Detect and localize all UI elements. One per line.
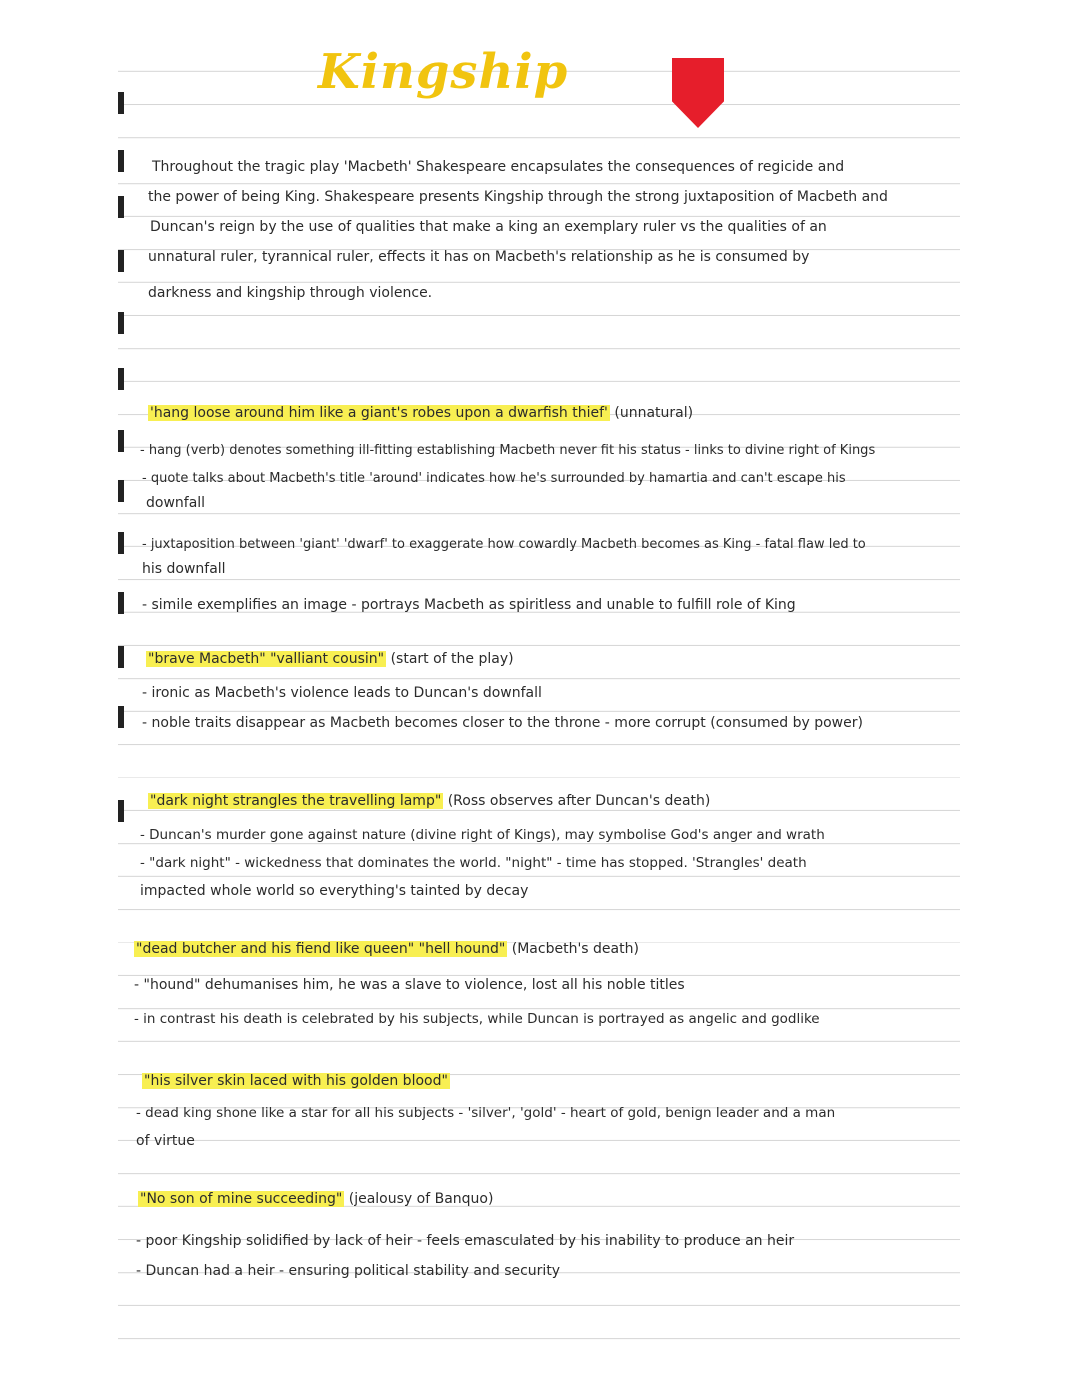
point-line: - Duncan had a heir - ensuring political stability and security: [136, 1263, 561, 1279]
quote-line: [134, 940, 639, 958]
intro-line: the power of being King. Shakespeare presents Kingship through the strong juxtaposition of Macbeth and: [148, 189, 888, 205]
highlighted-quote: "dark night strangles the travelling lamp": [150, 793, 442, 809]
binder-tab: [118, 312, 124, 334]
binder-tab: [118, 150, 124, 172]
point-line: - hang (verb) denotes something ill-fitting establishing Macbeth never fit his status - links to divine right of Kings: [140, 443, 876, 458]
quote-line: [142, 1072, 450, 1090]
quote-note: (Macbeth's death): [511, 941, 639, 957]
point-line: - ironic as Macbeth's violence leads to Duncan's downfall: [142, 685, 542, 701]
highlighted-quote: "brave Macbeth" "valliant cousin": [148, 651, 385, 667]
binder-tab: [118, 800, 124, 822]
point-line: - quote talks about Macbeth's title 'around' indicates how he's surrounded by hamartia and can't escape his: [142, 471, 846, 486]
point-line: impacted whole world so everything's tainted by decay: [140, 883, 529, 899]
point-line: - "hound" dehumanises him, he was a slave to violence, lost all his noble titles: [134, 977, 685, 993]
binder-tab: [118, 532, 124, 554]
highlighted-quote: "his silver skin laced with his golden blood": [144, 1073, 448, 1089]
binder-tab: [118, 250, 124, 272]
point-line: - juxtaposition between 'giant' 'dwarf' to exaggerate how cowardly Macbeth becomes as King - fatal flaw led to: [142, 537, 866, 552]
quote-note: (start of the play): [390, 651, 514, 667]
intro-line: darkness and kingship through violence.: [148, 285, 433, 301]
page-title: Kingship: [318, 44, 569, 100]
binder-tab: [118, 480, 124, 502]
highlighted-quote: "dead butcher and his fiend like queen" "hell hound": [136, 941, 506, 957]
highlighted-quote: 'hang loose around him like a giant's robes upon a dwarfish thief': [150, 405, 608, 421]
point-line: his downfall: [142, 561, 226, 577]
point-line: - poor Kingship solidified by lack of heir - feels emasculated by his inability to produce an heir: [136, 1233, 795, 1249]
point-line: - noble traits disappear as Macbeth becomes closer to the throne - more corrupt (consumed by power): [142, 715, 863, 731]
quote-line: [148, 792, 710, 810]
intro-line: unnatural ruler, tyrannical ruler, effects it has on Macbeth's relationship as he is consumed by: [148, 249, 810, 265]
point-line: - Duncan's murder gone against nature (divine right of Kings), may symbolise God's anger and wrath: [140, 827, 825, 843]
binder-tab: [118, 196, 124, 218]
intro-line: Duncan's reign by the use of qualities that make a king an exemplary ruler vs the qualities of an: [150, 219, 827, 235]
binder-tab: [118, 646, 124, 668]
point-line: of virtue: [136, 1133, 195, 1149]
quote-line: [148, 404, 693, 422]
point-line: - dead king shone like a star for all his subjects - 'silver', 'gold' - heart of gold, benign leader and a man: [136, 1105, 836, 1121]
quote-line: [138, 1190, 493, 1208]
binder-tab: [118, 706, 124, 728]
binder-tab: [118, 368, 124, 390]
intro-line: Throughout the tragic play 'Macbeth' Shakespeare encapsulates the consequences of regicide and: [152, 159, 845, 175]
quote-note: (unnatural): [614, 405, 694, 421]
highlighted-quote: "No son of mine succeeding": [140, 1191, 343, 1207]
quote-line: [146, 650, 514, 668]
point-line: - in contrast his death is celebrated by his subjects, while Duncan is portrayed as angelic and godlike: [134, 1011, 820, 1027]
quote-note: (Ross observes after Duncan's death): [447, 793, 711, 809]
binder-tab: [118, 430, 124, 452]
quote-note: (jealousy of Banquo): [348, 1191, 494, 1207]
point-line: downfall: [146, 495, 206, 511]
binder-tab: [118, 592, 124, 614]
point-line: - simile exemplifies an image - portrays Macbeth as spiritless and unable to fulfill role of King: [142, 597, 796, 613]
binder-tab: [118, 92, 124, 114]
point-line: - "dark night" - wickedness that dominates the world. "night" - time has stopped. 'Strangles' death: [140, 855, 807, 871]
